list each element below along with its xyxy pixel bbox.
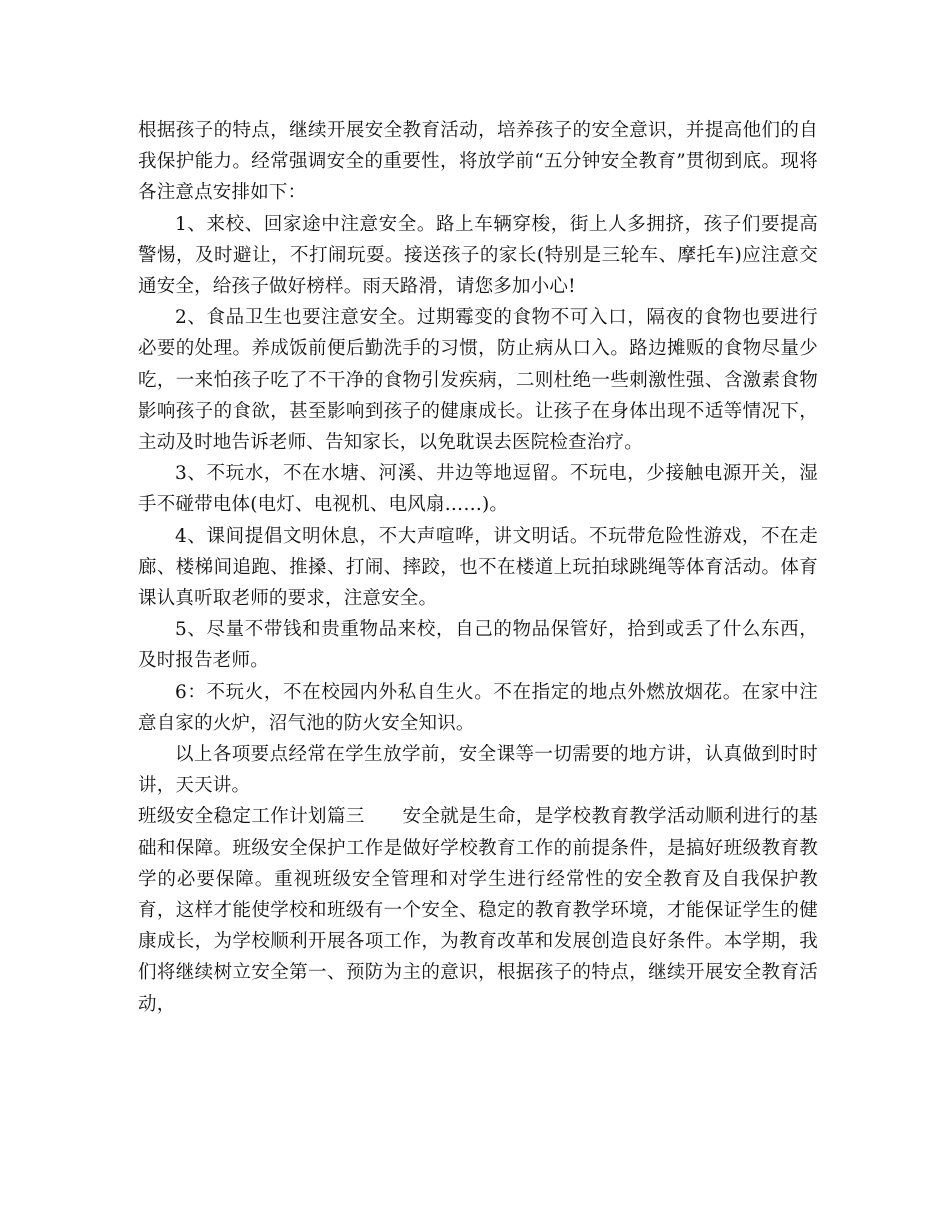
paragraph-item-5: 5、尽量不带钱和贵重物品来校，自己的物品保管好，拾到或丢了什么东西，及时报告老师。 xyxy=(138,619,818,672)
paragraph-item-6: 6：不玩火，不在校园内外私自生火。不在指定的地点外燃放烟花。在家中注意自家的火炉，沼气池的防火安全知识。 xyxy=(138,681,818,734)
paragraph-intro: 根据孩子的特点，继续开展安全教育活动，培养孩子的安全意识，并提高他们的自我保护能力。经常强调安全的重要性，将放学前“五分钟安全教育”贯彻到底。现将各注意点安排如下： xyxy=(138,120,818,204)
paragraph-item-1: 1、来校、回家途中注意安全。路上车辆穿梭，街上人多拥挤，孩子们要提高警惕，及时避让，不打闹玩耍。接送孩子的家长(特别是三轮车、摩托车)应注意交通安全，给孩子做好榜样。雨天路滑，请您多加小心! xyxy=(138,213,818,298)
paragraph-item-3: 3、不玩水，不在水塘、河溪、井边等地逗留。不玩电，少接触电源开关，湿手不碰带电体(电灯、电视机、电风扇……)。 xyxy=(138,463,818,516)
paragraph-item-2: 2、食品卫生也要注意安全。过期霉变的食物不可入口，隔夜的食物也要进行必要的处理。养成饭前便后勤洗手的习惯，防止病从口入。路边摊贩的食物尽量少吃，一来怕孩子吃了不干净的食物引发疾病，二则杜绝一些刺激性强、含激素食物影响孩子的食欲，甚至影响到孩子的健康成长。让孩子在身体出现不适等情况下，主动及时地告诉老师、告知家长，以免耽误去医院检查治疗。 xyxy=(138,307,818,454)
paragraph-summary: 以上各项要点经常在学生放学前，安全课等一切需要的地方讲，认真做到时时讲，天天讲。 xyxy=(138,744,818,797)
paragraph-item-4: 4、课间提倡文明休息，不大声喧哗，讲文明话。不玩带危险性游戏，不在走廊、楼梯间追跑、推搡、打闹、摔跤，也不在楼道上玩拍球跳绳等体育活动。体育课认真听取老师的要求，注意安全。 xyxy=(138,525,818,610)
document-body xyxy=(138,115,818,1020)
paragraph-section-three: 班级安全稳定工作计划篇三 安全就是生命，是学校教育教学活动顺利进行的基础和保障。班级安全保护工作是做好学校教育工作的前提条件，是搞好班级教育教学的必要保障。重视班级安全管理和对学生进行经常性的安全教育及自我保护教育，这样才能使学校和班级有一个安全、稳定的教育教学环境，才能保证学生的健康成长，为学校顺利开展各项工作，为教育改革和发展创造良好条件。本学期，我们将继续树立安全第一、预防为主的意识，根据孩子的特点，继续开展安全教育活动， xyxy=(138,806,818,1015)
